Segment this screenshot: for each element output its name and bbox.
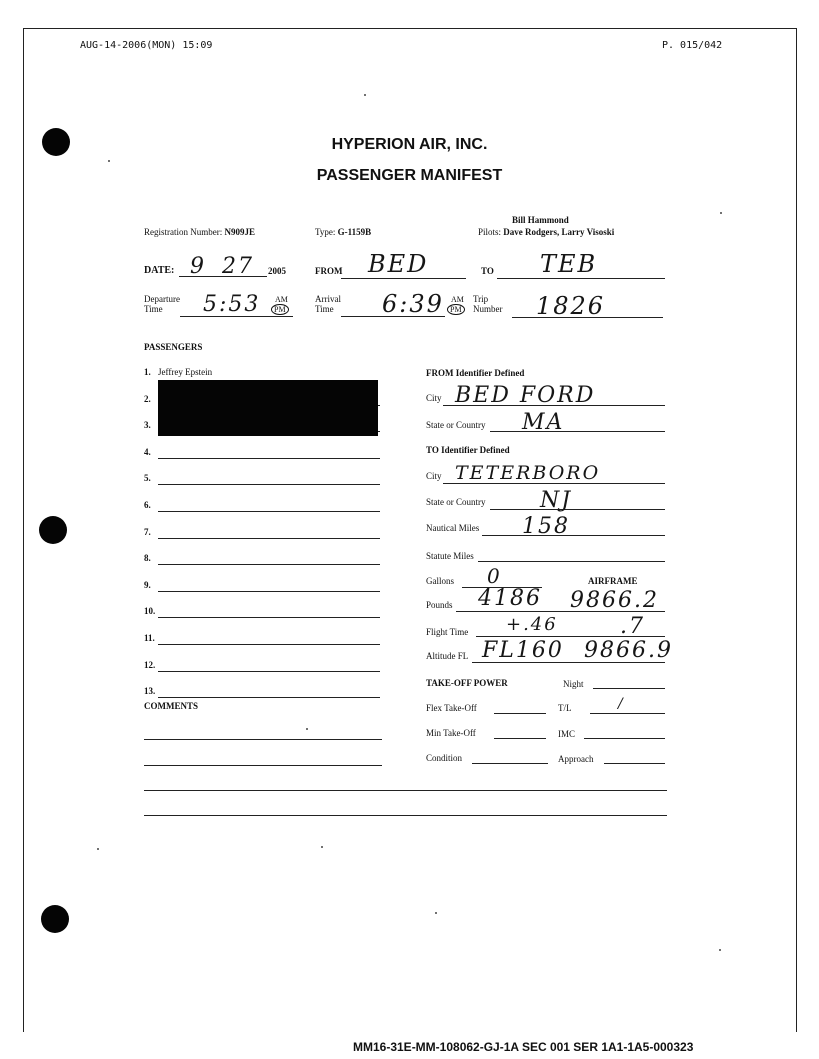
arrival-am: AM [451, 295, 464, 304]
registration-number [144, 227, 255, 237]
pounds-label: Pounds [426, 600, 453, 610]
airframe-value-1: 9866.2 [570, 588, 659, 613]
page-title: PASSENGER MANIFEST [316, 167, 503, 184]
to-state-value: NJ [540, 488, 573, 513]
pilot-names-2: Dave Rodgers, Larry Visoski [503, 227, 615, 237]
registration-value: N909JE [224, 227, 256, 237]
speck [435, 912, 437, 914]
airframe-heading: AIRFRAME [588, 576, 638, 586]
to-value: TEB [540, 250, 598, 278]
flight-time-value: +.46 [506, 614, 558, 635]
departure-time: 5:53 [203, 292, 261, 317]
statute-miles-line [478, 561, 665, 562]
punch-hole-bottom [41, 905, 69, 933]
speck [97, 848, 99, 850]
bates-footer: MM16-31E-MM-108062-GJ-1A SEC 001 SER 1A1-1A5-000323 [353, 1040, 694, 1054]
condition-line [472, 763, 548, 764]
passenger-line [158, 511, 380, 512]
nautical-miles-value: 158 [522, 514, 570, 539]
company-name: HYPERION AIR, INC. [331, 136, 488, 153]
punch-hole-middle [39, 516, 67, 544]
aircraft-type [315, 227, 371, 237]
passenger-line [158, 564, 380, 565]
pilot-name-1: Bill Hammond [512, 215, 569, 225]
comments-heading: COMMENTS [144, 701, 198, 711]
registration-label: Registration Number: [144, 227, 223, 237]
from-state-line [490, 431, 665, 432]
to-city-label: City [426, 471, 442, 481]
passenger-number: 6. [144, 500, 151, 510]
passenger-number: 9. [144, 580, 151, 590]
statute-miles-label: Statute Miles [426, 551, 474, 561]
to-label: TO [481, 266, 494, 276]
passenger-number: 7. [144, 527, 151, 537]
takeoff-power-heading: TAKE-OFF POWER [426, 678, 508, 688]
from-value: BED [368, 250, 429, 278]
date-day: 27 [222, 254, 254, 279]
from-identifier-heading: FROM Identifier Defined [426, 368, 525, 378]
to-identifier-heading: TO Identifier Defined [426, 445, 510, 455]
passenger-number: 1. [144, 367, 151, 377]
nautical-miles-label: Nautical Miles [426, 523, 480, 533]
speck [321, 846, 323, 848]
comments-line-3 [144, 790, 667, 791]
pilots-label: Pilots: [478, 227, 502, 237]
pounds-value: 4186 [478, 586, 542, 611]
from-state-label: State or Country [426, 420, 486, 430]
passenger-line [158, 484, 380, 485]
date-year: 2005 [268, 266, 286, 276]
speck [108, 160, 110, 162]
departure-pm-circled: PM [271, 304, 289, 315]
comments-line-2 [144, 765, 382, 766]
departure-am: AM [275, 295, 288, 304]
passenger-number: 11. [144, 633, 155, 643]
imc-line [584, 738, 665, 739]
imc-label: IMC [558, 729, 576, 739]
redaction-block [158, 380, 378, 436]
from-state-value: MA [522, 410, 565, 435]
passenger-number: 12. [144, 660, 156, 670]
from-city-value: BED FORD [455, 383, 596, 408]
min-takeoff-line [494, 738, 546, 739]
passenger-name: Jeffrey Epstein [158, 367, 213, 377]
departure-label-2: Time [144, 304, 163, 314]
arrival-label-1: Arrival [315, 294, 341, 304]
approach-label: Approach [558, 754, 594, 764]
tl-line [590, 713, 665, 714]
from-underline [341, 278, 466, 279]
speck [364, 94, 366, 96]
passenger-line [158, 697, 380, 698]
altitude-label: Altitude FL [426, 651, 469, 661]
passenger-line [158, 591, 380, 592]
passenger-number: 8. [144, 553, 151, 563]
night-line [593, 688, 665, 689]
pilots [478, 227, 614, 237]
to-city-value: TETERBORO [455, 462, 601, 484]
approach-line [604, 763, 665, 764]
min-takeoff-label: Min Take-Off [426, 728, 476, 738]
night-label: Night [563, 679, 584, 689]
tl-value: / [618, 696, 625, 712]
passenger-number: 10. [144, 606, 156, 616]
passenger-number: 4. [144, 447, 151, 457]
flex-takeoff-line [494, 713, 546, 714]
flight-time-label: Flight Time [426, 627, 469, 637]
from-label: FROM [315, 266, 343, 276]
to-state-label: State or Country [426, 497, 486, 507]
comments-line-4 [144, 815, 667, 816]
airframe-value-3: 9866.9 [584, 638, 673, 663]
departure-label-1: Departure [144, 294, 180, 304]
condition-label: Condition [426, 753, 463, 763]
altitude-value: FL160 [482, 638, 564, 663]
passengers-heading: PASSENGERS [144, 342, 203, 352]
fax-datetime: AUG-14-2006(MON) 15:09 [80, 40, 213, 51]
from-city-label: City [426, 393, 442, 403]
comments-line-1 [144, 739, 382, 740]
tl-label: T/L [558, 703, 572, 713]
passenger-number: 3. [144, 420, 151, 430]
to-state-line [490, 509, 665, 510]
passenger-line [158, 644, 380, 645]
passenger-line [158, 617, 380, 618]
speck [720, 212, 722, 214]
passenger-number: 5. [144, 473, 151, 483]
passenger-line [158, 458, 380, 459]
type-value: G-1159B [337, 227, 372, 237]
arrival-pm-circled: PM [447, 304, 465, 315]
passenger-line [158, 538, 380, 539]
trip-label-1: Trip [473, 294, 489, 304]
gallons-value: 0 [487, 564, 502, 588]
trip-label-2: Number [473, 304, 503, 314]
fax-page-number: P. 015/042 [662, 40, 723, 51]
airframe-value-2: .7 [620, 614, 645, 639]
arrival-time: 6:39 [382, 290, 444, 318]
passenger-line [158, 671, 380, 672]
speck [306, 728, 308, 730]
speck [719, 949, 721, 951]
to-underline [497, 278, 665, 279]
trip-number: 1826 [536, 292, 606, 320]
flex-takeoff-label: Flex Take-Off [426, 703, 477, 713]
type-label: Type: [315, 227, 336, 237]
passenger-number: 13. [144, 686, 156, 696]
gallons-label: Gallons [426, 576, 454, 586]
nautical-miles-line [482, 535, 665, 536]
arrival-label-2: Time [315, 304, 334, 314]
date-label: DATE: [144, 265, 175, 276]
date-month: 9 [190, 254, 206, 279]
passenger-number: 2. [144, 394, 151, 404]
